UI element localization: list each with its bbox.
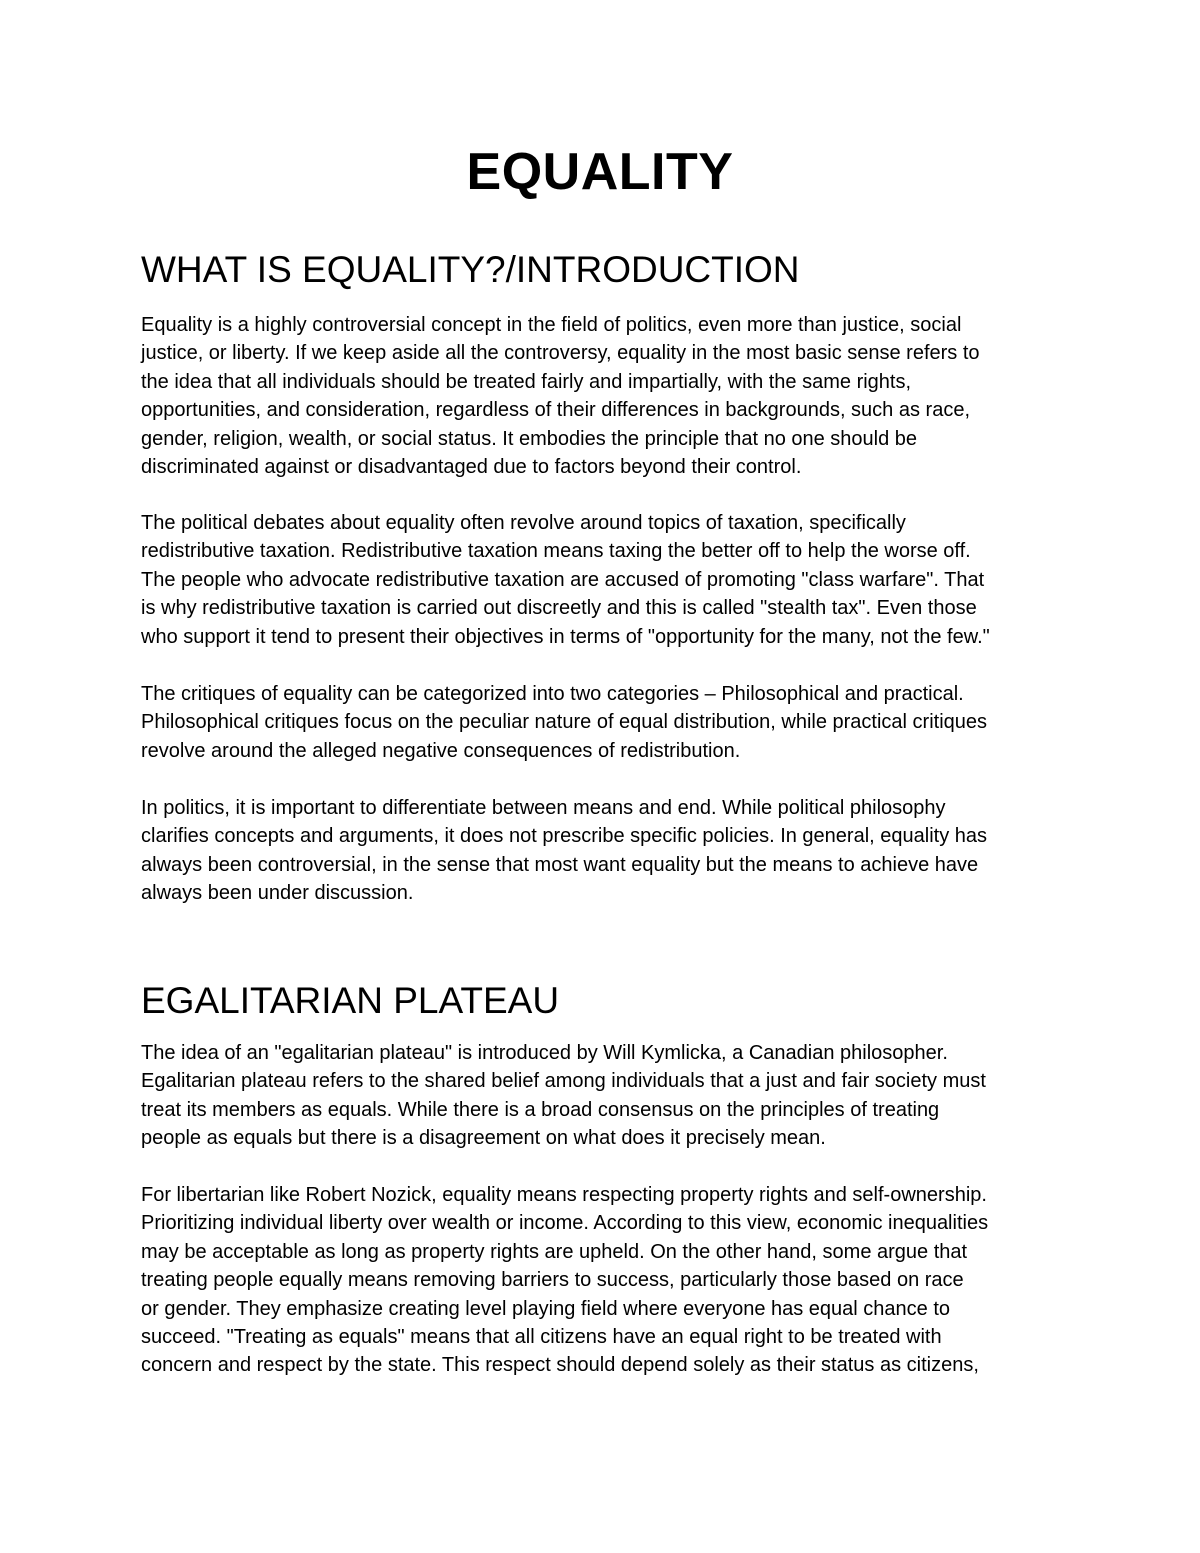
- paragraph-critiques: [141, 680, 1071, 765]
- paragraph-means-and-end: [141, 794, 1071, 908]
- text-line: revolve around the alleged negative consequences of redistribution.: [141, 739, 741, 762]
- document-title: EQUALITY: [466, 143, 734, 201]
- text-line: succeed. "Treating as equals" means that all citizens have an equal right to be treated with: [141, 1325, 942, 1348]
- text-line: always been controversial, in the sense that most want equality but the means to achieve have: [141, 853, 979, 876]
- text-line: Philosophical critiques focus on the peculiar nature of equal distribution, while practical critiques: [141, 711, 988, 734]
- text-line: justice, or liberty. If we keep aside all the controversy, equality in the most basic sense refers to: [141, 342, 980, 365]
- text-line: In politics, it is important to differentiate between means and end. While political philosophy: [141, 797, 946, 819]
- section-heading-egalitarian-plateau: EGALITARIAN PLATEAU: [141, 980, 560, 1021]
- text-line: redistributive taxation. Redistributive taxation means taxing the better off to help the worse off.: [141, 540, 971, 563]
- text-line: The idea of an "egalitarian plateau" is introduced by Will Kymlicka, a Canadian philosopher.: [141, 1042, 948, 1064]
- text-line: For libertarian like Robert Nozick, equality means respecting property rights and self-ownership.: [141, 1184, 987, 1206]
- text-line: gender, religion, wealth, or social status. It embodies the principle that no one should be: [141, 427, 918, 450]
- text-line: Prioritizing individual liberty over wealth or income. According to this view, economic inequalities: [141, 1212, 989, 1235]
- paragraph-libertarian-view: [141, 1181, 1071, 1380]
- text-line: people as equals but there is a disagreement on what does it precisely mean.: [141, 1127, 826, 1150]
- text-line: may be acceptable as long as property rights are upheld. On the other hand, some argue that: [141, 1240, 968, 1263]
- text-line: treat its members as equals. While there is a broad consensus on the principles of treating: [141, 1098, 940, 1121]
- text-line: who support it tend to present their objectives in terms of "opportunity for the many, not the few.": [141, 625, 990, 648]
- text-line: the idea that all individuals should be treated fairly and impartially, with the same rights,: [141, 370, 912, 393]
- text-line: Equality is a highly controversial concept in the field of politics, even more than justice, social: [141, 314, 962, 336]
- text-line: treating people equally means removing barriers to success, particularly those based on race: [141, 1269, 964, 1292]
- paragraph-taxation-debates: [141, 509, 1071, 651]
- text-line: The political debates about equality often revolve around topics of taxation, specifically: [141, 512, 906, 534]
- text-line: Egalitarian plateau refers to the shared belief among individuals that a just and fair society must: [141, 1070, 986, 1093]
- text-line: always been under discussion.: [141, 882, 414, 905]
- text-line: The critiques of equality can be categorized into two categories – Philosophical and practical.: [141, 683, 964, 705]
- text-line: clarifies concepts and arguments, it does not prescribe specific policies. In general, equality has: [141, 825, 988, 848]
- text-line: The people who advocate redistributive taxation are accused of promoting "class warfare". That: [141, 568, 985, 591]
- text-line: or gender. They emphasize creating level playing field where everyone has equal chance to: [141, 1297, 951, 1320]
- paragraph-equality-definition: [141, 311, 1071, 481]
- text-line: opportunities, and consideration, regardless of their differences in backgrounds, such as race,: [141, 399, 971, 422]
- text-line: concern and respect by the state. This respect should depend solely as their status as citizens,: [141, 1354, 979, 1377]
- paragraph-plateau-definition: [141, 1039, 1071, 1153]
- section-heading-introduction: WHAT IS EQUALITY?/INTRODUCTION: [141, 249, 800, 290]
- text-line: discriminated against or disadvantaged due to factors beyond their control.: [141, 455, 802, 478]
- text-line: is why redistributive taxation is carried out discreetly and this is called "stealth tax". Even those: [141, 597, 977, 620]
